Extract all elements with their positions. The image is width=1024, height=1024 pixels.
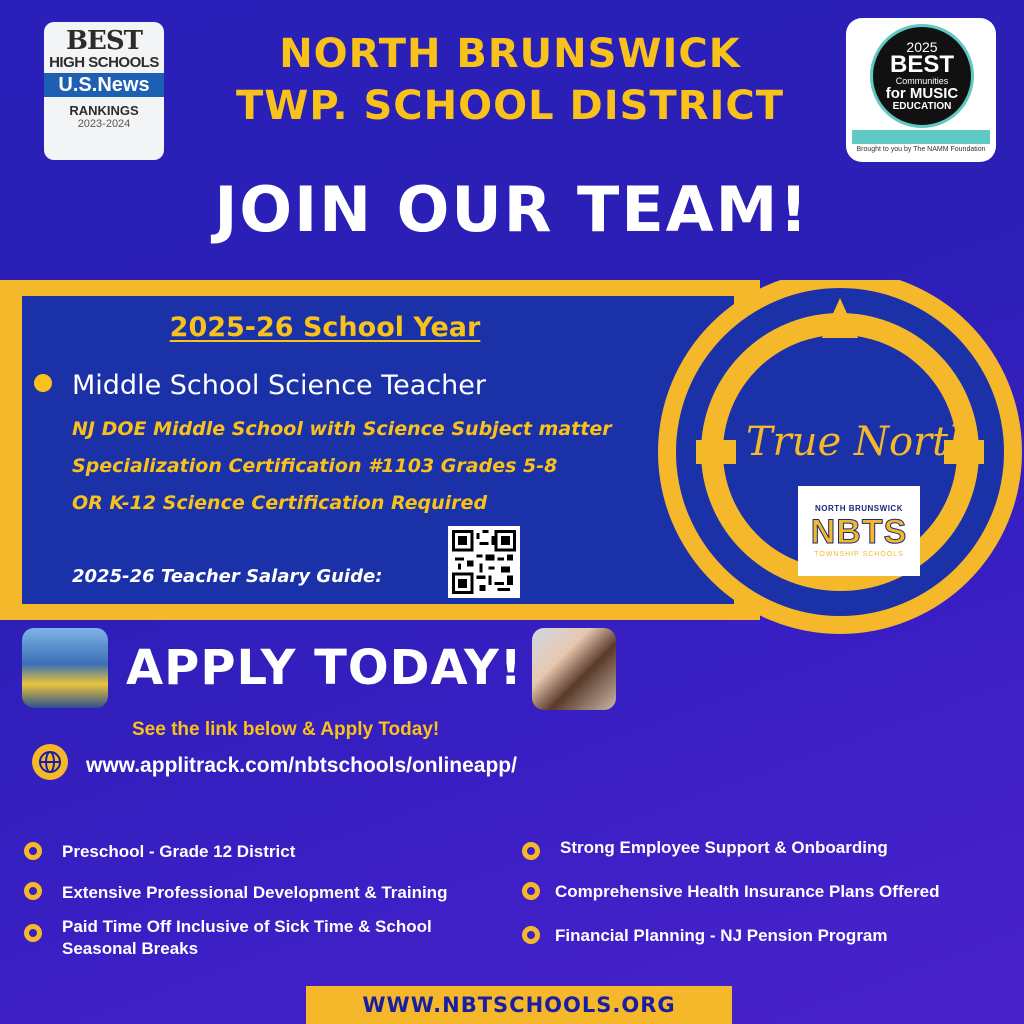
job-bullet: [34, 374, 52, 392]
globe-icon: [32, 744, 68, 780]
benefit-bullet-icon: [522, 926, 540, 944]
footer-website-link[interactable]: WWW.NBTSCHOOLS.ORG: [362, 993, 676, 1017]
salary-guide-qr-code[interactable]: [448, 526, 520, 598]
nbts-logo-bottom: TOWNSHIP SCHOOLS: [814, 551, 904, 558]
apply-link[interactable]: www.applitrack.com/nbtschools/onlineapp/: [86, 754, 517, 777]
badge-rankings-text: RANKINGS: [69, 103, 139, 118]
benefit-item-paid-time-off: [62, 916, 432, 960]
district-title-line1: NORTH BRUNSWICK: [279, 31, 741, 77]
qr-code-icon: [452, 530, 516, 594]
apply-today-title: APPLY TODAY!: [126, 640, 523, 696]
nbts-logo-mark: NBTS: [810, 513, 908, 551]
benefit-item-paid-time-off-line1: Paid Time Off Inclusive of Sick Time & School: [62, 917, 432, 936]
nbts-logo-top: NORTH BRUNSWICK: [815, 504, 903, 513]
benefit-bullet-icon: [522, 842, 540, 860]
benefit-bullet-icon: [24, 882, 42, 900]
benefit-bullet-icon: [522, 882, 540, 900]
badge-brand-text: U.S.News: [44, 73, 164, 97]
benefit-item-paid-time-off-line2: Seasonal Breaks: [62, 939, 199, 958]
headline: JOIN OUR TEAM!: [214, 173, 810, 246]
usnews-badge: [44, 22, 164, 160]
district-title-line2: TWP. SCHOOL DISTRICT: [235, 83, 785, 129]
salary-guide-label: 2025-26 Teacher Salary Guide:: [72, 566, 383, 587]
music-badge-communities: Communities: [895, 76, 949, 86]
requirement-line-1: NJ DOE Middle School with Science Subject matter: [72, 418, 612, 440]
music-badge-disc: [870, 24, 974, 128]
students-photo: [532, 628, 616, 710]
job-title: Middle School Science Teacher: [72, 370, 486, 401]
music-badge-best: BEST: [889, 51, 954, 78]
benefit-item-financial-planning: Financial Planning - NJ Pension Program: [555, 926, 888, 945]
badge-years-text: 2023-2024: [77, 118, 131, 130]
benefit-bullet-icon: [24, 924, 42, 942]
music-education-badge: [846, 18, 996, 162]
benefit-item-health-insurance: Comprehensive Health Insurance Plans Offered: [555, 882, 940, 901]
true-north-compass-icon: [650, 280, 1024, 660]
music-badge-year: 2025: [906, 39, 938, 55]
badge-high-schools-text: HIGH SCHOOLS: [49, 54, 159, 71]
nbts-logo: [798, 486, 920, 576]
benefit-bullet-icon: [24, 842, 42, 860]
true-north-text: True North: [746, 419, 974, 465]
music-badge-ribbon: [852, 130, 990, 144]
requirement-line-3: OR K-12 Science Certification Required: [72, 492, 488, 514]
music-badge-education: EDUCATION: [892, 101, 952, 112]
district-title: [180, 28, 840, 132]
music-badge-for-music: for MUSIC: [885, 85, 959, 102]
benefit-item-employee-support: Strong Employee Support & Onboarding: [560, 838, 888, 857]
footer-website-bar[interactable]: [306, 986, 732, 1024]
benefit-item-professional-development: Extensive Professional Development & Training: [62, 883, 448, 902]
requirement-line-2: Specialization Certification #1103 Grades 5-8: [72, 455, 558, 477]
benefit-item-preschool: Preschool - Grade 12 District: [62, 842, 296, 861]
apply-subtitle: See the link below & Apply Today!: [132, 719, 440, 740]
badge-best-text: BEST: [66, 26, 142, 56]
school-year-heading: 2025-26 School Year: [169, 312, 481, 343]
music-badge-sponsor: Brought to you by The NAMM Foundation: [856, 146, 986, 153]
graduates-photo: [22, 628, 108, 708]
